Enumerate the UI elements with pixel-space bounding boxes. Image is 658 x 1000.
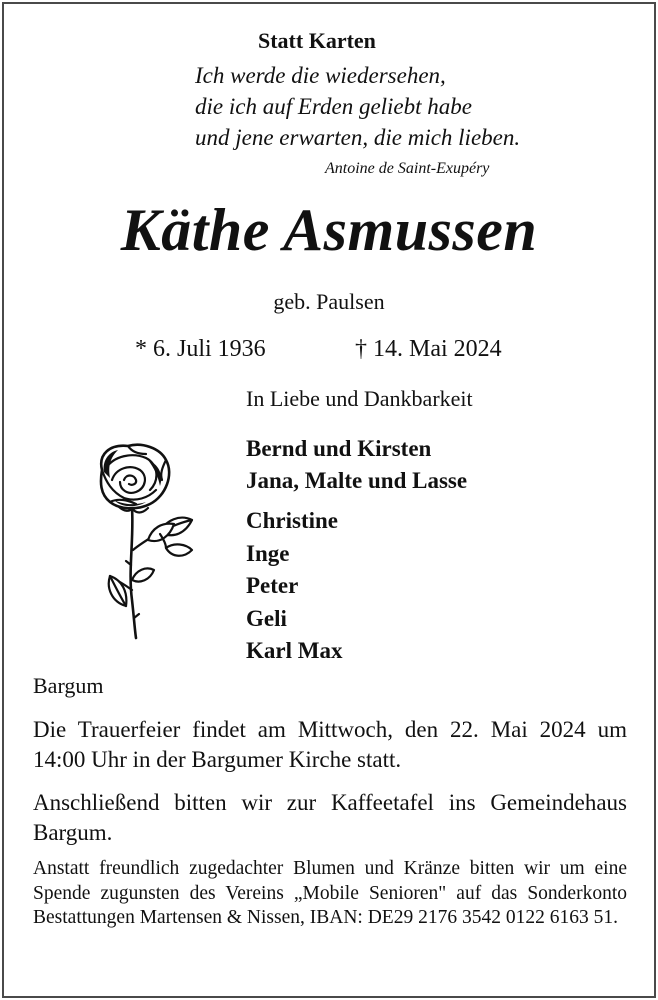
family-group-1 xyxy=(246,433,467,497)
birth-date: * 6. Juli 1936 xyxy=(135,336,266,362)
family-member: Peter xyxy=(246,573,299,598)
poem-line: Ich werde die wiedersehen, xyxy=(195,63,446,88)
poem-author: Antoine de Saint-Exupéry xyxy=(325,160,490,177)
family-member: Bernd und Kirsten xyxy=(246,436,432,461)
poem xyxy=(195,60,520,153)
dedication: In Liebe und Dankbarkeit xyxy=(246,386,473,411)
deceased-name: Käthe Asmussen xyxy=(120,197,538,263)
poem-line: die ich auf Erden geliebt habe xyxy=(195,94,472,119)
family-member: Geli xyxy=(246,605,287,631)
born-name: geb. Paulsen xyxy=(273,289,385,314)
family-member: Inge xyxy=(246,540,290,566)
rose-icon xyxy=(88,440,196,645)
donation-text: Anstatt freundlich zugedachter Blumen und Kränze bitten wir um eine Spende zugunsten des Vereins „Mobile Senioren" auf das Sonderkonto Bestattungen Martensen & Nissen, IBAN: DE29 2176 3542 0122 6163 51. xyxy=(33,858,627,928)
coffee-text: Anschließend bitten wir zur Kaffeetafel ins Gemeindehaus Bargum. xyxy=(33,790,627,845)
poem-line: und jene erwarten, die mich lieben. xyxy=(195,125,521,150)
family-group-2 xyxy=(246,505,342,668)
family-member: Christine xyxy=(246,508,338,533)
family-member: Jana, Malte und Lasse xyxy=(246,468,468,493)
place: Bargum xyxy=(33,673,104,698)
notice-header: Statt Karten xyxy=(258,28,376,53)
family-member: Karl Max xyxy=(246,638,343,663)
death-date: † 14. Mai 2024 xyxy=(355,336,502,362)
funeral-text: Die Trauerfeier findet am Mittwoch, den 22. Mai 2024 um 14:00 Uhr in der Bargumer Kirche statt. xyxy=(33,717,627,772)
